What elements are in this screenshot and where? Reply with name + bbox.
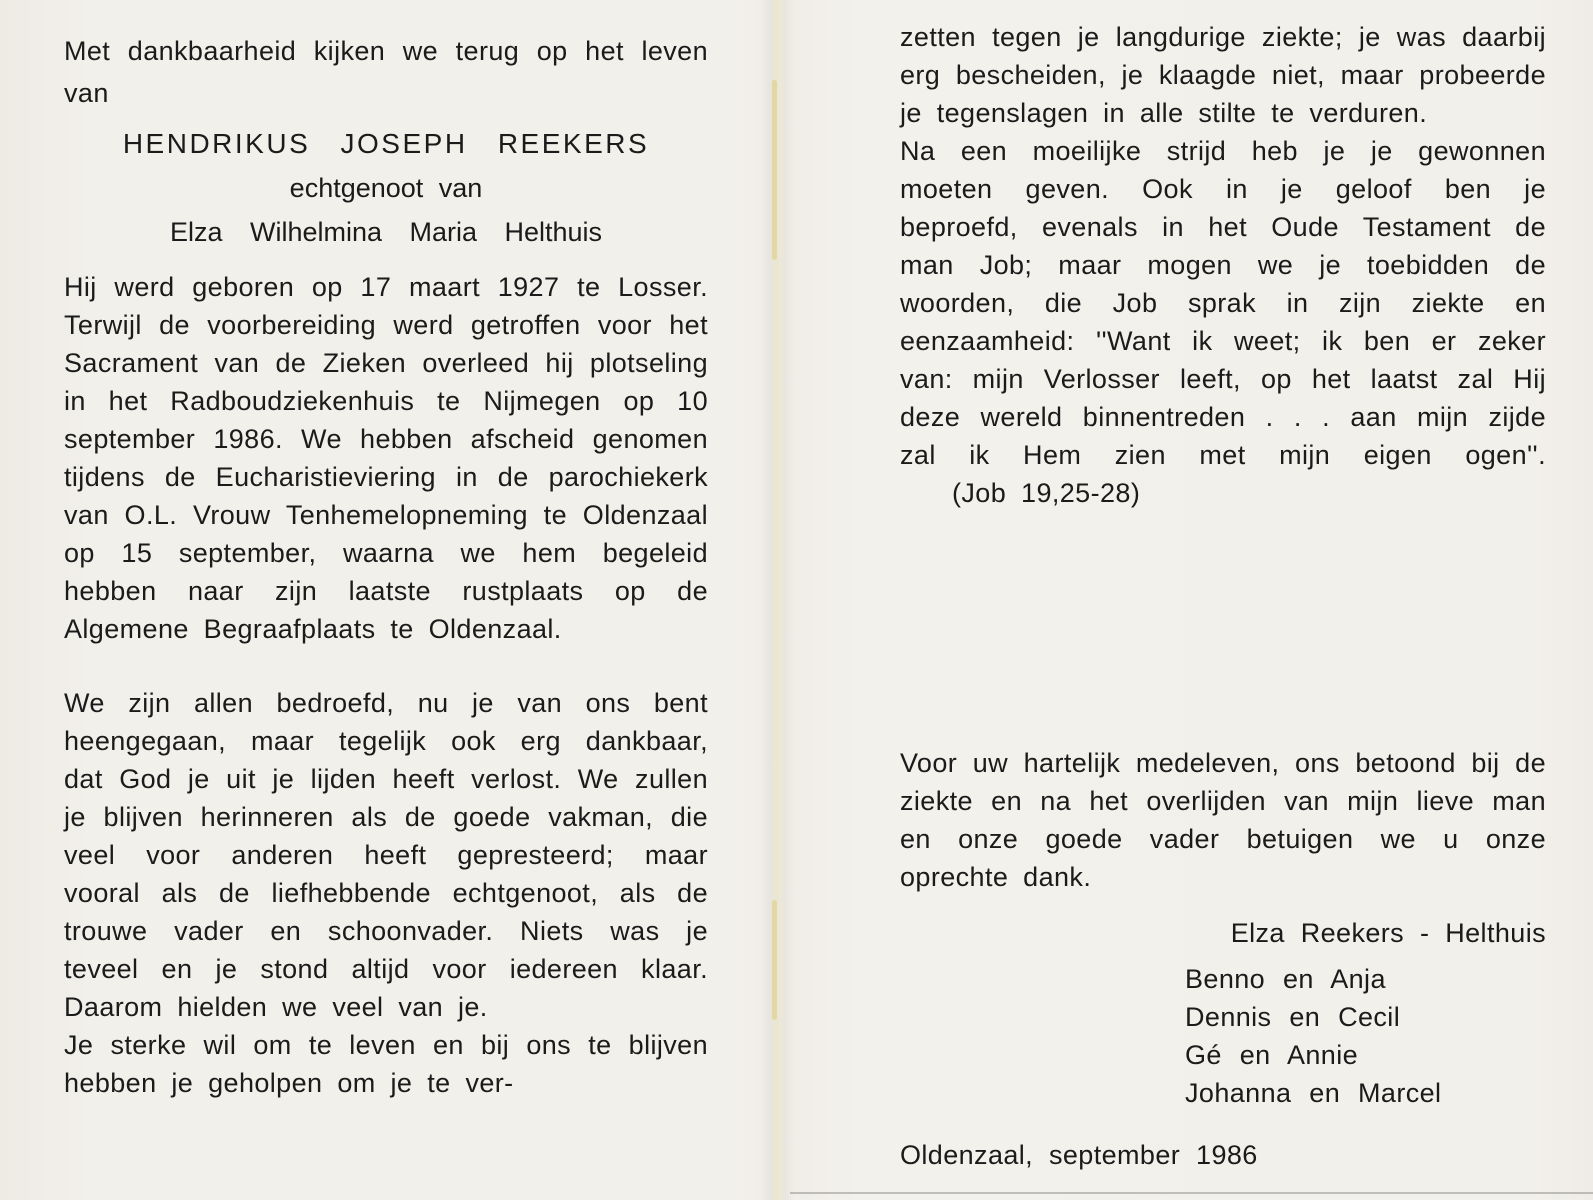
signature-name: Elza Reekers - Helthuis xyxy=(1230,918,1546,948)
acknowledgement-paragraph: Voor uw hartelijk medeleven, ons betoond bij de ziekte en na het overlijden van mijn lieve man en onze goede vader betuigen we u onze oprechte dank. xyxy=(900,748,1546,892)
fold-crease-mark xyxy=(772,900,777,1020)
deceased-name: HENDRIKUS JOSEPH REEKERS xyxy=(122,128,650,159)
fold-crease-mark xyxy=(772,80,777,260)
bible-reference: (Job 19,25-28) xyxy=(952,478,1141,508)
page-fold xyxy=(760,0,794,1200)
family-name-line: Benno en Anja xyxy=(1185,964,1386,994)
closing-line: Oldenzaal, september 1986 xyxy=(900,1140,1258,1170)
family-name-line: Gé en Annie xyxy=(1185,1040,1359,1070)
relation-line: echtgenoot van xyxy=(289,173,483,203)
family-names-list xyxy=(1185,960,1546,1112)
family-name-line: Dennis en Cecil xyxy=(1185,1002,1401,1032)
memorial-paragraph: We zijn allen bedroefd, nu je van ons bent heengegaan, maar tegelijk ook erg dankbaar, dat God je uit je lijden heeft verlost. We zullen je blijven herinneren als de goede vakman, die veel voor anderen heeft gepresteerd; maar vooral als de liefhebbende echtgenoot, als de trouwe vader en schoonvader. Niets was je teveel en je stond altijd voor iedereen klaar. Daarom hielden we veel van je. xyxy=(64,688,708,1022)
card-edge xyxy=(790,1192,1593,1194)
intro-text: Met dankbaarheid kijken we terug op het leven van xyxy=(64,36,708,108)
right-page xyxy=(900,0,1546,1174)
faith-paragraph xyxy=(900,132,1546,512)
spouse-name: Elza Wilhelmina Maria Helthuis xyxy=(169,217,603,247)
left-page xyxy=(64,0,708,1102)
family-name-line: Johanna en Marcel xyxy=(1185,1078,1442,1108)
biography-paragraph: Hij werd geboren op 17 maart 1927 te Losser. Terwijl de voorbereiding werd getroffen voor het Sacrament van de Zieken overleed hij plotseling in het Radboudziekenhuis te Nijmegen op 10 september 1986. We hebben afscheid genomen tijdens de Eucharistieviering in de parochiekerk van O.L. Vrouw Tenhemelopneming te Oldenzaal op 15 september, waarna we hem begeleid hebben naar zijn laatste rustplaats op de Algemene Begraafplaats te Oldenzaal. xyxy=(64,272,708,644)
memorial-continuation: Je sterke wil om te leven en bij ons te blijven hebben je geholpen om je te ver- xyxy=(64,1030,708,1098)
faith-text: Na een moeilijke strijd heb je je gewonnen moeten geven. Ook in je geloof ben je beproefd, evenals in het Oude Testament de man Job; maar mogen we je toebidden de woorden, die Job sprak in zijn ziekte en eenzaamheid: ''Want ik weet; ik ben er zeker van: mijn Verlosser leeft, op het laatst zal Hij deze wereld binnentreden . . . aan mijn zijde zal ik Hem zien met mijn eigen ogen''. xyxy=(900,136,1546,470)
continuation-paragraph: zetten tegen je langdurige ziekte; je was daarbij erg bescheiden, je klaagde niet, maar probeerde je tegenslagen in alle stilte te verduren. xyxy=(900,22,1546,128)
